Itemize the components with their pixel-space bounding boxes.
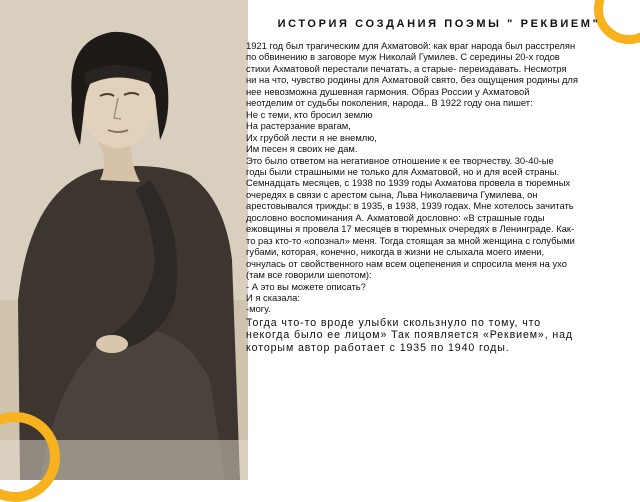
text-line: 1921 год был трагическим для Ахматовой: как враг народа был расстрелян [246, 40, 576, 51]
text-line: арестовывался трижды: в 1935, в 1938, 1939 годах. Мне хотелось зачитать [246, 200, 574, 212]
body-paragraph [246, 40, 632, 315]
text-line: очнулась от свойственного нам всем оцепенения и спросила меня на ухо [246, 257, 567, 269]
text-line: ежовщины я провела 17 месяцев в тюремных очередях в Ленинграде. Как- [246, 223, 575, 235]
text-line: то раз кто-то «опознал» меня. Тогда стоящая за мной женщина с голубыми [246, 234, 575, 246]
text-line: неотделим от судьбы поколения, народа.. В 1922 году она пишет: [246, 97, 533, 109]
text-line: годы были страшными не только для Ахматовой, но и для всей страны. [246, 165, 560, 177]
closing-line: которым автор работает с 1935 по 1940 годы. [246, 342, 510, 355]
text-line: губами, которая, конечно, никогда в жизни не слыхала моего имени, [246, 246, 545, 258]
text-line: На растерзание врагам, [246, 120, 351, 132]
text-line: стихи Ахматовой перестали печатать, а старые- переиздавать. Несмотря [246, 62, 567, 74]
text-line: дословно воспоминания А. Ахматовой дословно: «В страшные годы [246, 211, 545, 223]
text-line: Их грубой лести я не внемлю, [246, 131, 377, 143]
text-line: по обвинению в заговоре муж Николай Гумилев. С середины 20-х годов [246, 51, 560, 63]
text-line: Это было ответом на негативное отношение к ее творчеству. 30-40-ые [246, 154, 554, 166]
text-line: И я сказала: [246, 291, 300, 303]
text-line: Семнадцать месяцев, с 1938 по 1939 годы Ахматова провела в тюремных [246, 177, 571, 189]
text-line: (там все говорили шепотом): [246, 269, 372, 281]
text-line: - А это вы можете описать? [246, 280, 366, 292]
closing-paragraph [246, 317, 632, 355]
text-line: -могу. [246, 303, 271, 315]
closing-line: некогда было ее лицом» Так появляется «Реквием», над [246, 329, 574, 342]
text-line: Им песен я своих не дам. [246, 143, 358, 155]
portrait-illustration [0, 0, 248, 480]
portrait-photo [0, 0, 248, 480]
text-line: нее невозможна душевная гармония. Образ России у Ахматовой [246, 85, 530, 97]
text-line: Не с теми, кто бросил землю [246, 108, 373, 120]
text-content [246, 18, 632, 355]
text-line: очередях в связи с арестом сына, Льва Николаевича Гумилева, он [246, 188, 538, 200]
page-title: ИСТОРИЯ СОЗДАНИЯ ПОЭМЫ " РЕКВИЕМ" [277, 18, 601, 30]
closing-line: Тогда что-то вроде улыбки скользнуло по тому, что [246, 316, 542, 329]
text-line: ни на что, чувство родины для Ахматовой свято, без ощущения родины для [246, 74, 578, 86]
